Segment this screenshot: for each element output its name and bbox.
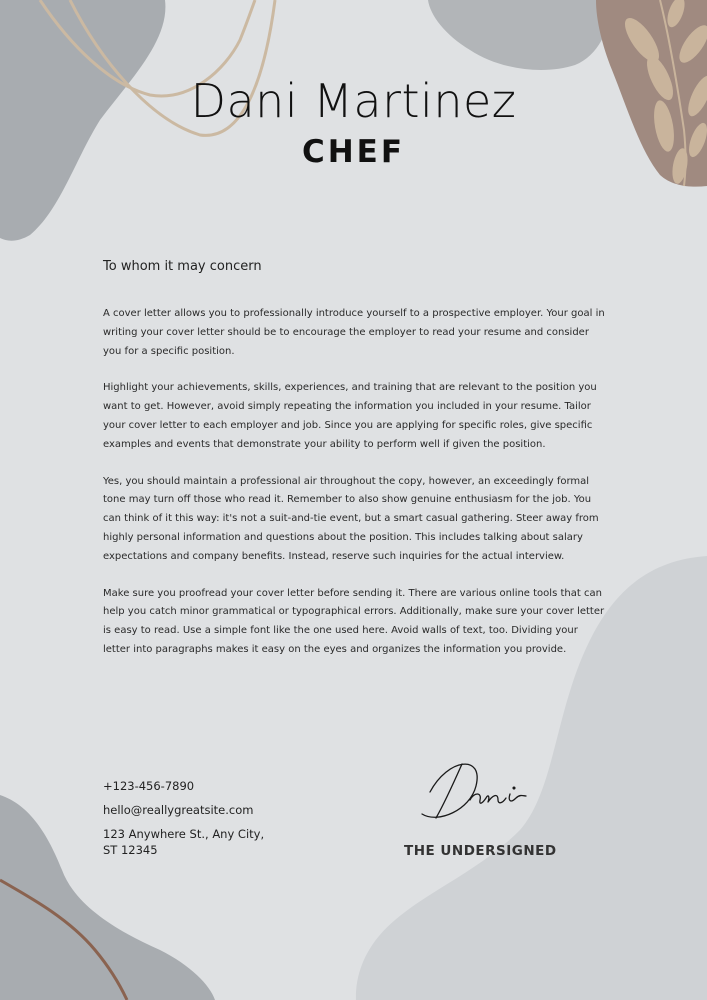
contact-info <box>103 778 278 866</box>
applicant-name: Dani Martinez <box>190 74 517 128</box>
handwritten-signature <box>418 752 538 832</box>
phone-number: +123-456-7890 <box>103 779 195 793</box>
paragraph: Yes, you should maintain a professional air throughout the copy, however, an exceedingly formal tone may turn off those who read it. Remember to also show genuine enthusiasm for the job. You can think of it this way: it's not a suit-and-tie event, but a smart casual gathering. Steer away from highly personal information and questions about the position. This includes talking about salary expectations and company benefits. Instead, reserve such inquiries for the actual interview. <box>103 475 599 562</box>
postal-address: 123 Anywhere St., Any City, ST 12345 <box>103 827 265 857</box>
paragraph: Highlight your achievements, skills, experiences, and training that are relevant to the position you want to get. However, avoid simply repeating the information you included in your resume. Tailor your cover letter to each employer and job. Since you are applying for specific roles, give specific examples and events that demonstrate your ability to perform well if given the position. <box>103 382 597 450</box>
signature-label: THE UNDERSIGNED <box>404 843 557 859</box>
paragraph: A cover letter allows you to professionally introduce yourself to a prospective employer. Your goal in writing your cover letter should be to encourage the employer to read your resume and consider you for a specific position. <box>103 308 605 357</box>
paragraph: Make sure you proofread your cover letter before sending it. There are various online tools that can help you catch minor grammatical or typographical errors. Additionally, make sure your cover letter is easy to read. Use a simple font like the one used here. Avoid walls of text, too. Dividing your letter into paragraphs makes it easy on the eyes and organizes the information you provide. <box>103 587 605 655</box>
email-address: hello@reallygreatsite.com <box>103 803 254 817</box>
salutation: To whom it may concern <box>103 259 262 274</box>
job-title: CHEF <box>301 134 406 170</box>
top-center-blob <box>428 0 610 70</box>
letter-body <box>103 305 608 678</box>
